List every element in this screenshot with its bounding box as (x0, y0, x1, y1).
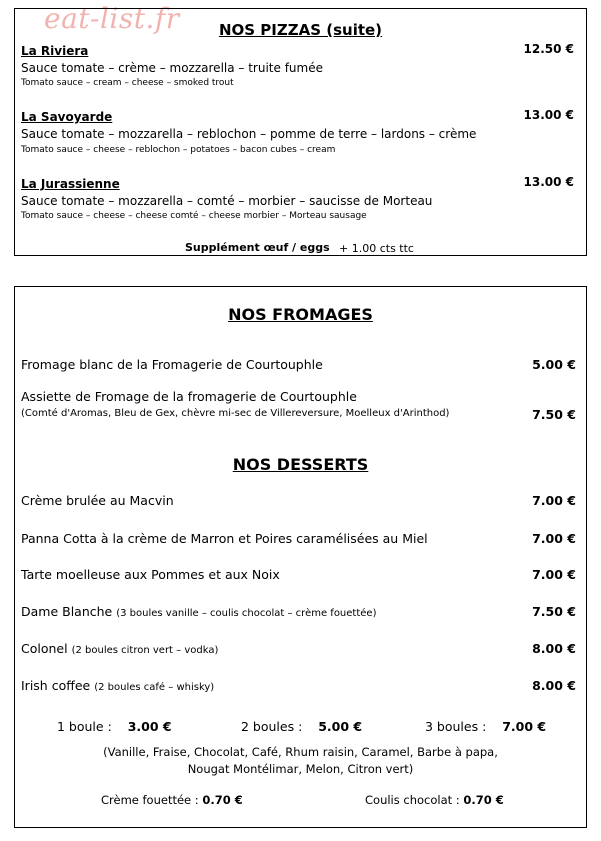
flavors-line: (Vanille, Fraise, Chocolat, Café, Rhum raisin, Caramel, Barbe à papa, (103, 745, 498, 759)
extra-price: 0.70 € (202, 793, 243, 807)
scoop-price: 5.00 € (318, 719, 363, 734)
fromage-item: Assiette de Fromage de la fromagerie de Courtouphle (21, 389, 357, 404)
scoop-option (57, 719, 172, 734)
desserts-title: NOS DESSERTS (232, 455, 369, 474)
dessert-price: 7.00 € (532, 567, 576, 582)
pizza-description-en: Tomato sauce – cheese – cheese comté – cheese morbier – Morteau sausage (21, 211, 367, 221)
dessert-item: Panna Cotta à la crème de Marron et Poires caramélisées au Miel (21, 531, 428, 546)
supplement-label: Supplément œuf / eggs (185, 241, 330, 254)
scoop-label: 2 boules : (241, 719, 303, 734)
scoop-price: 7.00 € (502, 719, 547, 734)
pizza-description-en: Tomato sauce – cheese – reblochon – potatoes – bacon cubes – cream (21, 145, 336, 155)
extra-price: 0.70 € (463, 793, 504, 807)
pizzas-title: NOS PIZZAS (suite) (218, 21, 383, 39)
dessert-price: 7.00 € (532, 493, 576, 508)
flavors-line: Nougat Montélimar, Melon, Citron vert) (187, 762, 414, 776)
pizza-price: 13.00 € (523, 175, 574, 189)
scoop-label: 1 boule : (57, 719, 112, 734)
dessert-price: 8.00 € (532, 641, 576, 656)
supplement-price: + 1.00 cts ttc (339, 242, 414, 255)
dessert-detail: (3 boules vanille – coulis chocolat – crème fouettée) (116, 608, 377, 619)
dessert-detail: (2 boules citron vert – vodka) (71, 645, 219, 656)
fromage-item: Fromage blanc de la Fromagerie de Courtouphle (21, 357, 323, 372)
fromages-title: NOS FROMAGES (228, 305, 373, 324)
scoop-option (425, 719, 546, 734)
scoop-option (241, 719, 362, 734)
scoop-price: 3.00 € (127, 719, 172, 734)
pizza-name: La Jurassienne (21, 177, 120, 191)
extra-option (365, 793, 504, 807)
dessert-detail: (2 boules café – whisky) (94, 682, 215, 693)
pizzas-section (14, 8, 587, 256)
scoop-label: 3 boules : (425, 719, 487, 734)
fromages-desserts-section (14, 286, 587, 828)
pizza-name: La Savoyarde (21, 110, 113, 124)
dessert-name: Irish coffee (21, 678, 91, 693)
dessert-price: 7.00 € (532, 531, 576, 546)
dessert-item (21, 641, 218, 656)
pizza-description-fr: Sauce tomate – crème – mozzarella – truite fumée (21, 61, 323, 75)
dessert-price: 8.00 € (532, 678, 576, 693)
extra-option (101, 793, 243, 807)
pizza-price: 12.50 € (523, 42, 574, 56)
pizza-name: La Riviera (21, 44, 89, 58)
dessert-name: Colonel (21, 641, 68, 656)
watermark: eat-list.fr (44, 2, 180, 35)
pizza-price: 13.00 € (523, 108, 574, 122)
fromage-price: 5.00 € (532, 357, 576, 372)
dessert-price: 7.50 € (532, 604, 576, 619)
extra-label: Coulis chocolat : (365, 793, 460, 807)
dessert-item (21, 604, 376, 619)
fromage-detail: (Comté d'Aromas, Bleu de Gex, chèvre mi-sec de Villereversure, Moelleux d'Arinthod) (21, 408, 450, 419)
dessert-item: Crème brulée au Macvin (21, 493, 174, 508)
pizza-description-en: Tomato sauce – cream – cheese – smoked trout (21, 78, 234, 88)
dessert-item: Tarte moelleuse aux Pommes et aux Noix (21, 567, 280, 582)
extra-label: Crème fouettée : (101, 793, 199, 807)
pizza-description-fr: Sauce tomate – mozzarella – comté – morbier – saucisse de Morteau (21, 194, 433, 208)
pizza-description-fr: Sauce tomate – mozzarella – reblochon – pomme de terre – lardons – crème (21, 127, 477, 141)
fromage-price: 7.50 € (532, 407, 576, 422)
dessert-name: Dame Blanche (21, 604, 113, 619)
dessert-item (21, 678, 214, 693)
